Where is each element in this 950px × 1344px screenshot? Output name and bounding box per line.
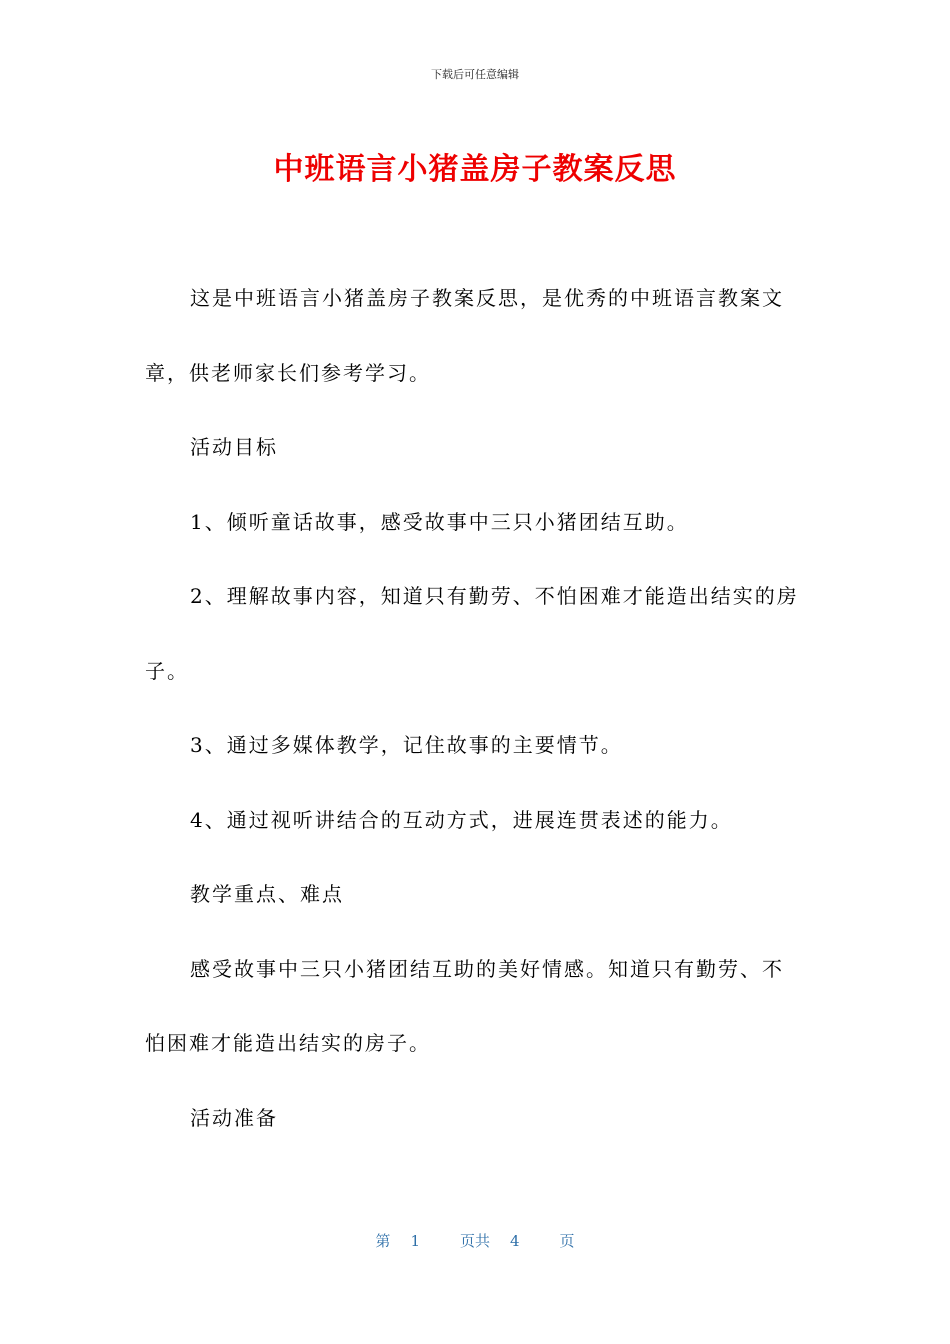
- goal-item-1: 1、倾听童话故事，感受故事中三只小猪团结互助。: [190, 510, 689, 534]
- key-points-line-continued: 怕困难才能造出结实的房子。: [145, 1031, 431, 1055]
- goal-item-2-continued: 子。: [145, 659, 189, 683]
- paragraph-line: 章，供老师家长们参考学习。: [145, 361, 431, 385]
- goal-item-2: 2、理解故事内容，知道只有勤劳、不怕困难才能造出结实的房: [190, 584, 799, 608]
- footer-page-middle: 页共: [459, 1232, 490, 1250]
- paragraph-line: 这是中班语言小猪盖房子教案反思，是优秀的中班语言教案文: [190, 286, 784, 310]
- goal-item-4: 4、通过视听讲结合的互动方式，进展连贯表述的能力。: [190, 808, 733, 832]
- goal-item-3: 3、通过多媒体教学，记住故事的主要情节。: [190, 733, 623, 757]
- document-title: 中班语言小猪盖房子教案反思: [273, 152, 677, 187]
- section-heading-preparation: 活动准备: [190, 1106, 278, 1130]
- footer-page-prefix: 第: [375, 1232, 391, 1250]
- footer-page-number: 1: [410, 1232, 420, 1250]
- section-heading-activity-goals: 活动目标: [190, 435, 278, 459]
- footer-page-total: 4: [510, 1232, 520, 1250]
- key-points-line: 感受故事中三只小猪团结互助的美好情感。知道只有勤劳、不: [190, 957, 784, 981]
- footer-page-suffix: 页: [559, 1232, 575, 1250]
- section-heading-key-points: 教学重点、难点: [190, 882, 344, 906]
- header-note: 下载后可任意编辑: [431, 68, 519, 81]
- page-footer: [0, 1230, 950, 1251]
